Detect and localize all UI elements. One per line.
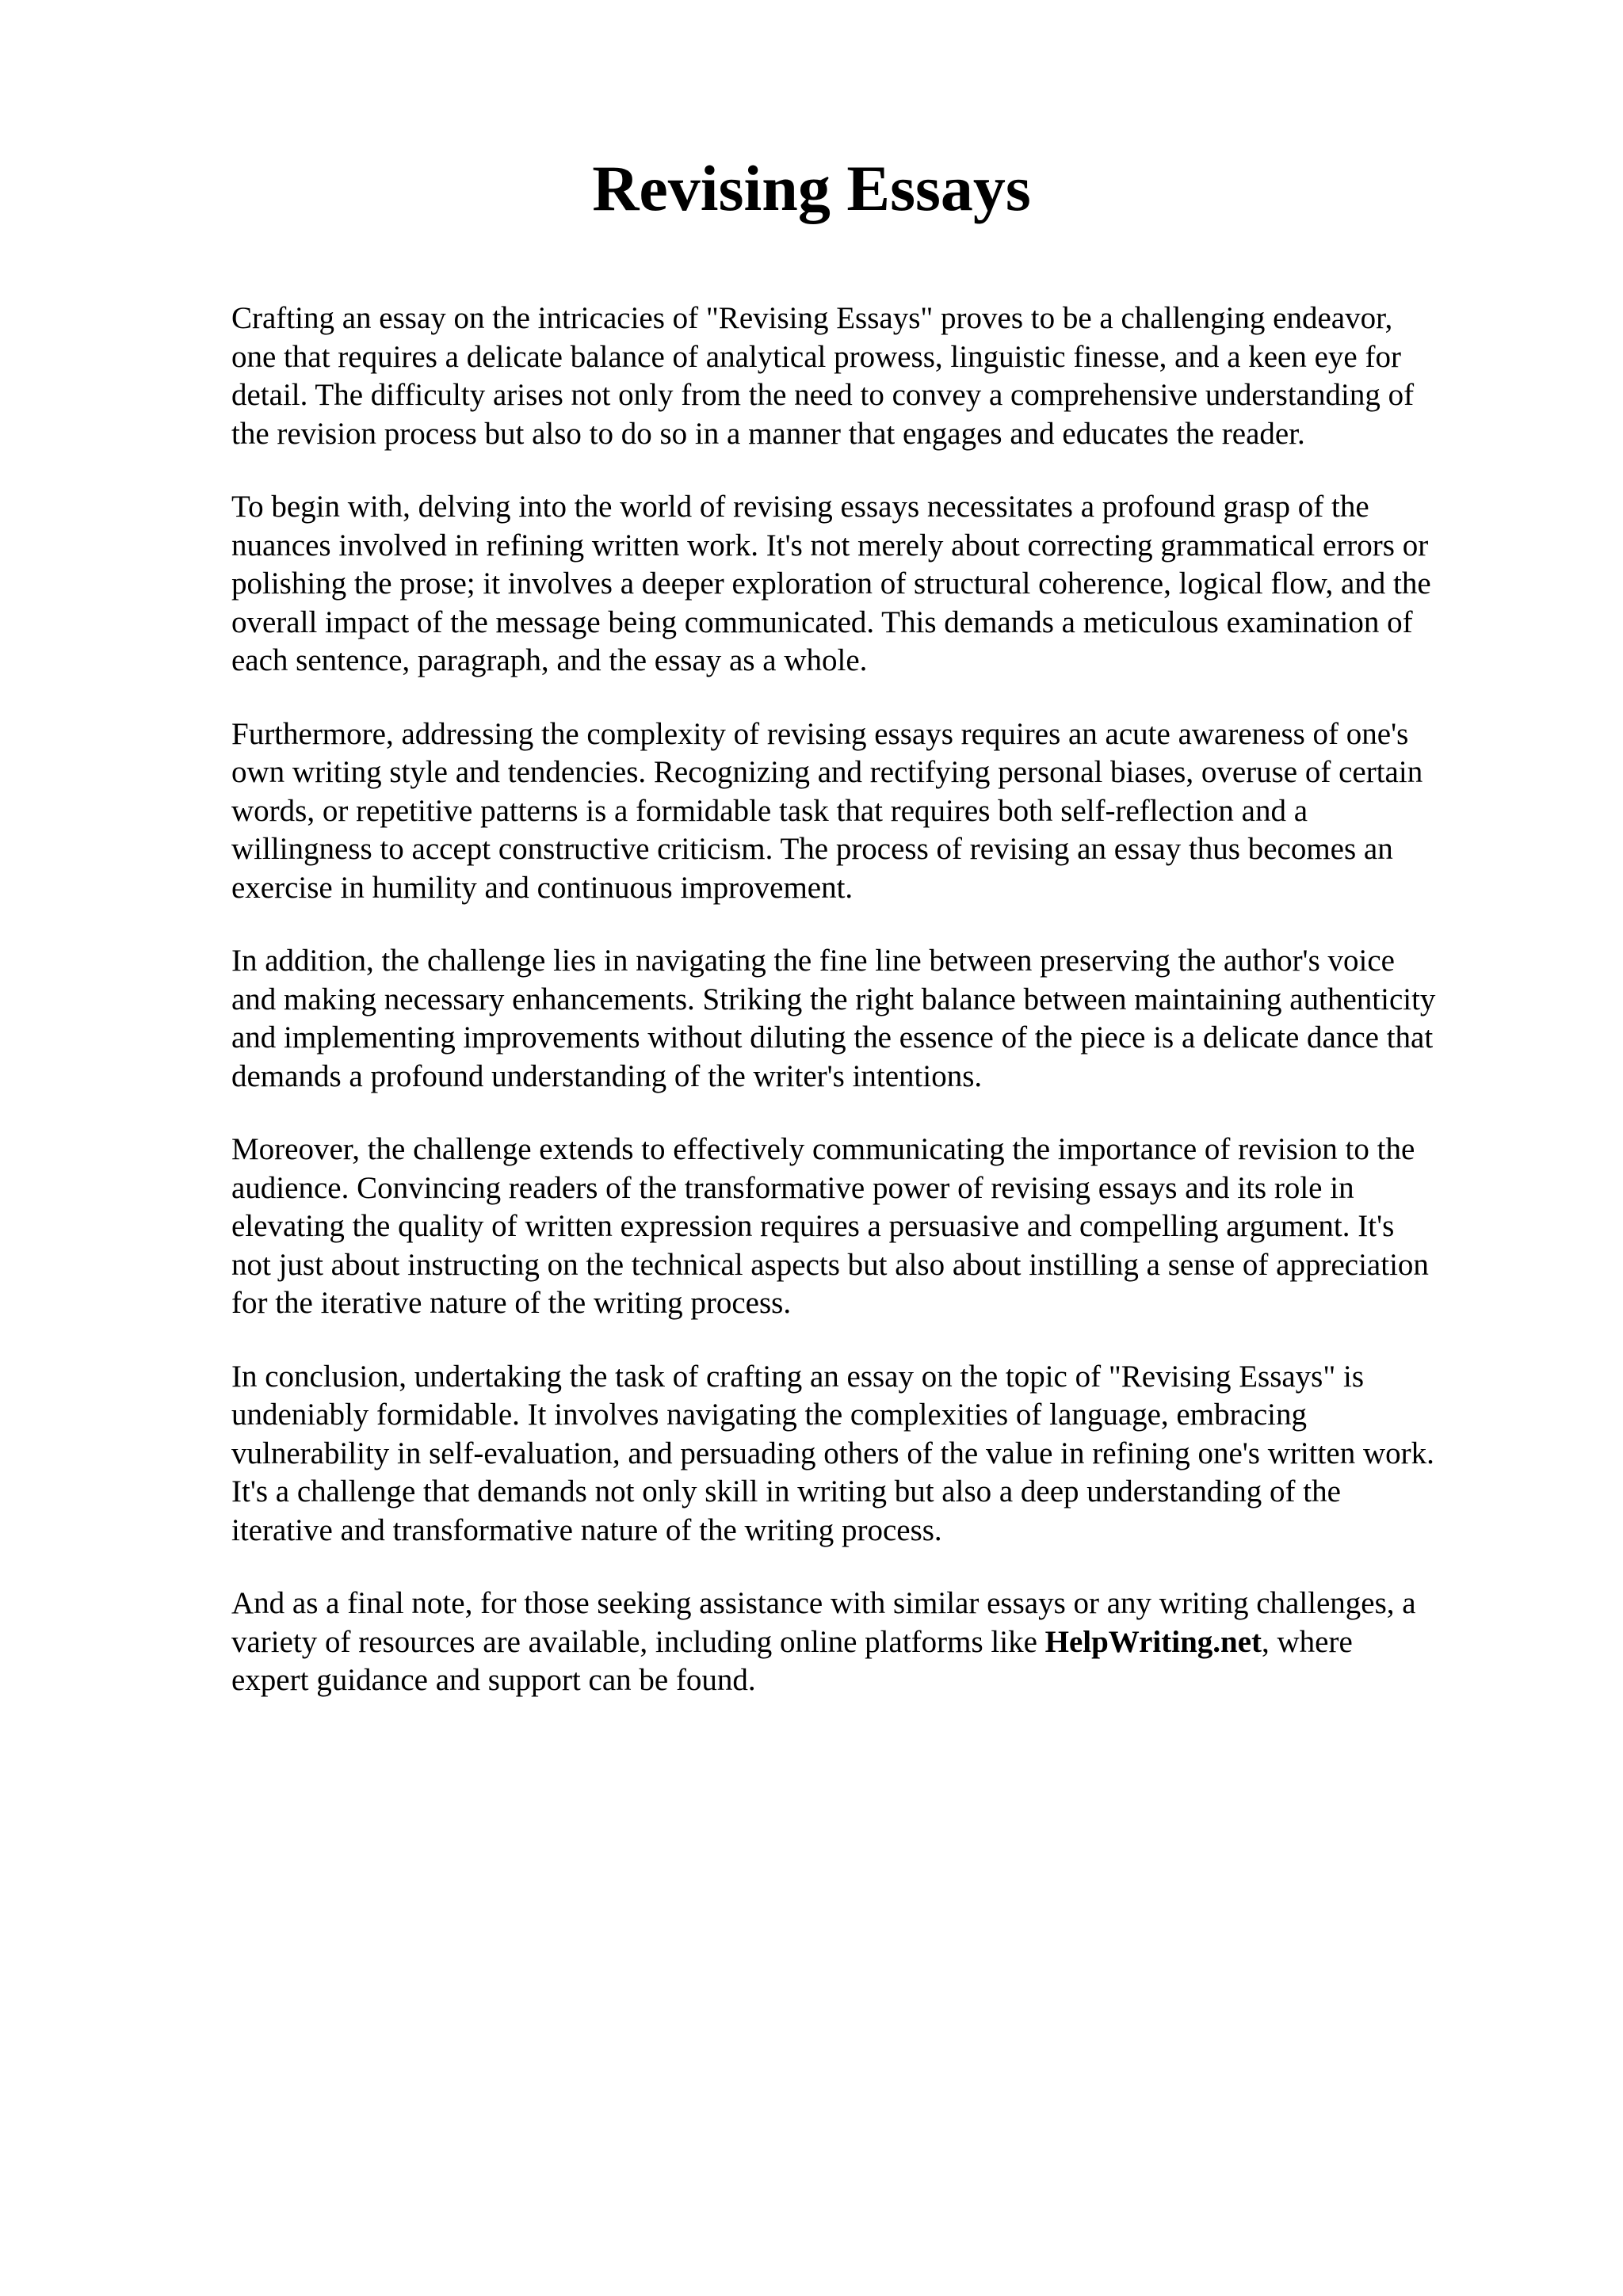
text-line: and making necessary enhancements. Striking the right balance between maintaining authenticity xyxy=(231,982,1436,1016)
text-segment: variety of resources are available, including online platforms like xyxy=(231,1624,1045,1659)
text-line: demands a profound understanding of the writer's intentions. xyxy=(231,1058,983,1093)
text-line: for the iterative nature of the writing process. xyxy=(231,1286,792,1320)
text-line: detail. The difficulty arises not only from the need to convey a comprehensive understanding of xyxy=(231,378,1415,412)
text-line: elevating the quality of written expression requires a persuasive and compelling argument. It's xyxy=(231,1209,1395,1243)
text-line: and implementing improvements without diluting the essence of the piece is a delicate dance that xyxy=(231,1020,1434,1055)
text-line: Furthermore, addressing the complexity of revising essays requires an acute awareness of one's xyxy=(231,716,1409,751)
text-line: And as a final note, for those seeking assistance with similar essays or any writing challenges, a xyxy=(231,1586,1416,1620)
document-body xyxy=(231,299,1556,1735)
text-line: exercise in humility and continuous improvement. xyxy=(231,870,854,905)
text-line: In conclusion, undertaking the task of crafting an essay on the topic of "Revising Essays" is xyxy=(231,1359,1365,1394)
text-line: In addition, the challenge lies in navigating the fine line between preserving the author's voice xyxy=(231,944,1395,978)
text-line: iterative and transformative nature of the writing process. xyxy=(231,1512,942,1547)
text-segment: , where xyxy=(1262,1624,1353,1659)
document-title: Revising Essays xyxy=(592,152,1031,224)
paragraph-conclusion xyxy=(231,1358,1556,1550)
text-line: overall impact of the message being communicated. This demands a meticulous examination of xyxy=(231,605,1413,639)
text-line: Moreover, the challenge extends to effectively communicating the importance of revision to the xyxy=(231,1132,1415,1166)
text-line: polishing the prose; it involves a deeper exploration of structural coherence, logical flow, and the xyxy=(231,566,1431,601)
paragraph-furthermore xyxy=(231,715,1556,908)
text-line: To begin with, delving into the world of revising essays necessitates a profound grasp of the xyxy=(231,490,1369,524)
paragraph-intro xyxy=(231,299,1556,453)
text-line: expert guidance and support can be found. xyxy=(231,1663,756,1697)
text-line: own writing style and tendencies. Recognizing and rectifying personal biases, overuse of certain xyxy=(231,755,1423,789)
text-line-with-link xyxy=(231,1623,1556,1662)
text-line: willingness to accept constructive criticism. The process of revising an essay thus becomes an xyxy=(231,832,1393,866)
helpwriting-link[interactable]: HelpWriting.net xyxy=(1044,1624,1262,1659)
paragraph-to-begin-with xyxy=(231,488,1556,681)
text-line: one that requires a delicate balance of analytical prowess, linguistic finesse, and a keen eye for xyxy=(231,339,1401,374)
paragraph-in-addition xyxy=(231,942,1556,1096)
text-line: the revision process but also to do so in a manner that engages and educates the reader. xyxy=(231,416,1305,451)
text-line: Crafting an essay on the intricacies of "Revising Essays" proves to be a challenging endeavor, xyxy=(231,301,1393,335)
text-line: vulnerability in self-evaluation, and persuading others of the value in refining one's written work. xyxy=(231,1436,1434,1470)
text-line: each sentence, paragraph, and the essay as a whole. xyxy=(231,643,868,677)
text-line: nuances involved in refining written work. It's not merely about correcting grammatical errors or xyxy=(231,528,1429,563)
paragraph-moreover xyxy=(231,1131,1556,1323)
text-line: audience. Convincing readers of the transformative power of revising essays and its role in xyxy=(231,1170,1354,1205)
text-line: not just about instructing on the technical aspects but also about instilling a sense of appreciation xyxy=(231,1247,1429,1282)
text-line: It's a challenge that demands not only skill in writing but also a deep understanding of the xyxy=(231,1474,1341,1508)
text-line: words, or repetitive patterns is a formidable task that requires both self-reflection and a xyxy=(231,793,1308,828)
paragraph-final-note xyxy=(231,1585,1556,1700)
text-line: undeniably formidable. It involves navigating the complexities of language, embracing xyxy=(231,1398,1308,1432)
